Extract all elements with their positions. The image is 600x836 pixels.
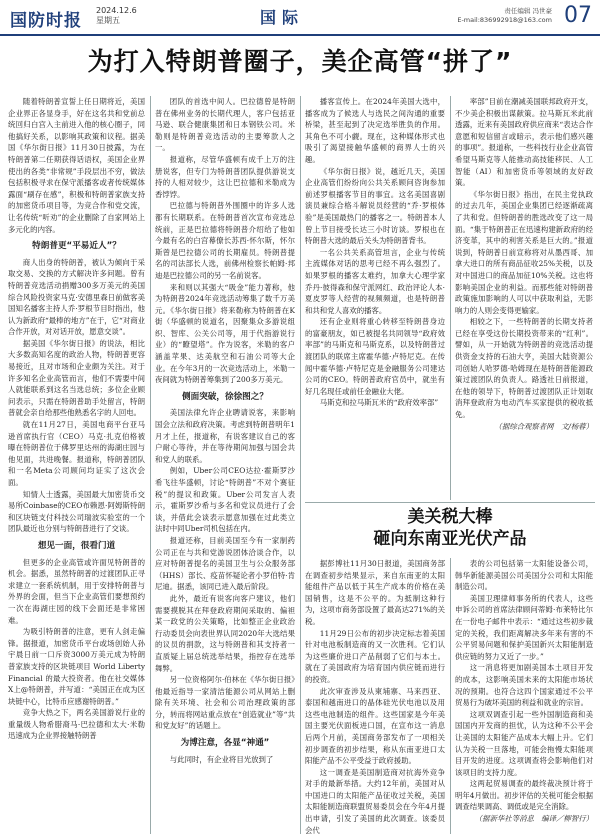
paragraph: 报道称，尽管华盛顿有成千上万的注册说客，但专门为特朗普团队提供游说支持的人相对较少，这让巴拉德和米勒成为香饽饽。 xyxy=(155,154,295,199)
paragraph: 但更多的企业高管或许面见特朗普的机会。据悉，虽然特朗普的过渡团队正寻求建立一套系统机制，用于安排特朗普与外界的会面，但当下企业高管们要想预约一次在海湖庄园的线下会面还是非常困难。 xyxy=(8,557,145,625)
paragraph: 巴拉德与特朗普外围圈中的许多人选都有长期联系。在特朗普首次宣布竞选总统前，正是巴拉德将特朗普介绍给了他如今最有名的白宫幕僚长苏西·怀尔斯，怀尔斯曾是巴拉德公司的长期雇员。特朗普提名的司法部长人选，前佛州检察长帕姆·邦迪是巴拉德公司的另一名前说客。 xyxy=(155,201,295,280)
issue-date: 2024.12.6 xyxy=(96,6,137,15)
editor-line: 责任编辑 冯世豪 xyxy=(504,7,552,15)
paragraph: 此外，最近有说客向客户建议，他们需要摸脱其在拜登政府期间采取的、偏袒某一政党的公关策略，比如整正企业政治行动委员会向表世界认同2020年大选结果的议员的捐款，这与特朗普和其支持者一直质疑上届总统选举结果，指控存在选举舞弊。 xyxy=(155,593,295,673)
paragraph: 据彭博社11月30日报道，美国商务部在调查初步结果显示，来自东南亚的太阳能组件产品以低于其生产成本的价格在美国销售，这是不公平的。为抵制这种行为，这项市商务部设置了最高达271%的关税。 xyxy=(305,559,445,626)
paragraph: 《华尔街日报》指出，在民主党执政的过去几年，美国企业集团已经逐渐疏离了共和党。但特朗普的胜选改变了这一局面。“集于特朗普正在迅速构建新政府的经济变革，其中的利害关系是巨大的。”报道说到，特朗普日前宣称将对从墨西哥、加拿大进口的所有商品征收25%关税，以及对中国进口的商品加征10%关税。这也将影响美国企业的利益。而那些能对特朗普政策施加影响的人可以中获取利益，无影响力的人则会变得更输家。 xyxy=(455,189,593,315)
paragraph: 美国卫理律师事务所的代表人，这些申诉公司的首席法律顾问蒂姆·布莱特比尔在一份电子邮件中表示：“通过这些初步裁定的关税，我们距离解决多年来有害的不公平贸易问题和保护美国新兴太阳能制造供应链的努力又近了一步。” xyxy=(455,593,593,661)
paragraph: 据美国《华尔街日报》的说法，相比大多数高知名度的政治人物，特朗普更容易接近，且对市场和企业颇为关注。对于许多知名企业高管而言，他们不需要中间人就能联系到这名当选总统；多位企业顾问表示，只需在特朗普助手处留言，特朗普就会亲自给那些他熟悉名字的人回电。 xyxy=(8,338,145,418)
paragraph: 另一位资格阿尔·伯林在《华尔街日报》他最近指导一家清洁能源公司从网站上删除有关环境、社会和公司治理政策的部分，转而将网站重点放在“创造就业”等“共和党友好”的话题上。 xyxy=(155,675,295,731)
subheading: 想见一面，很看门道 xyxy=(37,540,116,551)
column-divider xyxy=(300,96,301,834)
paragraph: 11月29日公布的初步决定标志着美国针对电池板制造商的又一次胜利。它们认为这些廉价进口产品削弱了它们与本土。就在了美国政府为培育国内供应链而进行的投资。 xyxy=(305,628,445,684)
paragraph: 这两起贸易调查的最终裁决预计将于明年4月做出。初步评估的关税可能会根据调查结果调高、调低或是完全消除。 xyxy=(455,779,593,812)
paragraph: 一名公共关系高管坦言，企业与传统主流媒体对话的思考已经不再么强烈了。如果罗根的播客太难约，加拿大心理学家乔丹·彼得森和保守派网红、政治评论人本·夏皮罗等人经营的视频频道，也是特朗普和共和党人喜欢的播客。 xyxy=(305,247,445,315)
paragraph: 来和则以其强大“吸金”能力著称，他为特朗普2024年竞选活动筹集了数千万美元。《华尔街日报》将来勒称为特朗普在K街（华盛顿的说道名，因聚集众多游说组织、智库、公关公司等，用于代指游说行业）的“瞭望塔”。作为说客，米勒的客户涵盖苹果、达美航空和石油公司等大企业。在今年3月的一次竞选活动上，米勒一夜间就为特朗普筹集到了200多万美元。 xyxy=(155,282,295,385)
byline: （据新华社等消息 编译／柳智行） xyxy=(474,814,593,824)
paragraph: 马斯克和拉马斯瓦米的“政府效率部” xyxy=(319,398,439,408)
paragraph: 表的公司包括第一太阳能设备公司，韩华新能源美国公司美国分公司和太阳能制造公司。 xyxy=(455,559,593,592)
article-column-1 xyxy=(8,96,145,834)
paragraph: 这一消息将更加剧美国本土项目开发的成本，这影响美国未来的太阳能市场状况的预期。也符合这四个国家通过不公平贸易行为破坏美国的利益和就业的宗旨。 xyxy=(455,663,593,708)
paragraph: 例如，Uber公司CEO达拉·霍斯罗沙希飞往华盛顿，讨论“特朗普”不对个赛征税”的提议和政策。Uber公司发言人表示，霍斯罗沙希与多名和党议员进行了会谈，并借此会谈表示愿意加强在过此类立法时中同Uber司机包括在内。 xyxy=(155,466,295,534)
paragraph: 为吸引特朗普的注意，更有人剑走偏锋。据报道，加密货币平台或场创始人孙宇晨日前一口斥资3000万美元成为特朗普家族支持的区块链项目 World Liberty Financial 的最大投资者。他在社交媒体X上@特朗普，并写道：“美国正在成为区块链中心，比特币应感谢特朗普。” xyxy=(8,627,145,706)
second-headline xyxy=(305,506,595,550)
subheading: 特朗普更“平易近人”？ xyxy=(32,241,121,252)
paragraph: 团队的首选中间人。巴拉德曾是特朗普在佛州业务的长期代理人，客户包括亚马逊、联合健康集团和日本钢铁公司。米勒则是特朗普竞选活动的主要筹款人之一。 xyxy=(155,97,295,153)
paragraph: 知情人士透露，美国最大加密货币交易所Coinbase的CEO布赖恩·阿姆斯特朗和区块链支付科技公司瑞波实验室的一个团队最近也分别与特朗普进行了交谈。 xyxy=(8,489,145,534)
article-column-4 xyxy=(455,96,593,500)
paragraph: 此次审查涉及从柬埔寨、马来西亚、泰国和越南进口的晶体硅光伏电池以及用这些电池制造的组件。这些国家是今年美国主要光伏面板进口国，在宣布这一消息后两个月前，美国商务部发布了一项相关初步调查的初步结果，称从东南亚进口太阳能产品不公平受益于政府援助。 xyxy=(305,686,445,766)
second-article-column-1 xyxy=(305,558,445,834)
paragraph: 竞争大热之下，两名美国游说行业的重量级人物希腊裔马·巴拉德和太大·米勒迅速成为企业界接触特朗普 xyxy=(8,708,145,741)
main-headline: 为打入特朗普圈子，美企高管“拼了” xyxy=(87,47,513,76)
subheading: 为博注意，各显“神通” xyxy=(180,738,270,749)
article-column-3 xyxy=(305,96,445,500)
paragraph: 与此同时，有企业将目光放到了 xyxy=(169,754,274,764)
paragraph: 率部”目前在潮减美国联邦政府开支，不少美企积极出谋献策。拉马斯瓦米此前透露，近来有美国政府供应商来“表达合作意愿和短信留言或暗示，表示他们感兴趣的事项”。报道称，一些科技行业企业高管希望马斯克等人能推动高技能移民、人工智能（AI）和加密货币等领域的友好政策。 xyxy=(455,97,593,188)
byline: （据综合观察者网 文/杨蓉） xyxy=(494,421,593,431)
paragraph: 随着特朗普宣誓上任日期将近，美国企业界正各显身手，好在这名共和党前总统回归白宫入主前进入他的核心圈子，同他搞好关系，以影响其政策和议程。据美国《华尔街日报》11月30日披露，为在特朗普第二任期获得话语权，美国企业界使出的各类“非常规”手段层出不穷，做法包括积极寻求在保守派播客或者传统媒体露面“刷存在感”，积极和特朗普家族支持的加密货币项目等，为竞合作和党交流，让名传统“听劝”的企业删除了自家网站上多元化的内容。 xyxy=(8,97,145,234)
paragraph: 还有企业则将重心转移至特朗普身边的富豪朋友，如已被提名共同领导“政府效率部”的马斯克和马斯克系，以及特朗普过渡团队的联席主席霍华德·卢特尼克。在传闻中霍华德·卢特尼克是金融服务公司建达公司的CEO。特朗普政府官员中，就坐有好几名现任或前任金融业大佬。 xyxy=(305,317,445,396)
second-headline-line: 砸向东南亚光伏产品 xyxy=(373,529,527,549)
paragraph: 播客宣传上。在2024年美国大选中，播客成为了候选人与选民之间沟通的重要桥梁，甚至起到了决定选举胜负的作用。其角色不可小觑。现在，这种媒体形式也吸引了渴望接触华盛顿的商界人士的兴趣。 xyxy=(305,97,445,164)
issue-weekday: 星期五 xyxy=(96,16,120,25)
subheading: 侧面突破，徐徐图之？ xyxy=(182,391,268,402)
column-divider xyxy=(150,96,151,834)
paragraph: 美国法律允许企业聘请说客，来影响国会立法和政府决策。考虑到特朗普明年1月才上任，报道称，有说客建议自己的客户耐心等待，并在等待期间加强与国会共和党人的联系。 xyxy=(155,408,295,464)
section-title: 国际 xyxy=(260,8,305,27)
paragraph: 就在11月27日，美国电商平台亚马逊首席执行官（CEO）马克·扎克伯格被曝在特朗普位于佛罗里达州的海湖庄园与他见面，共进晚餐。报道称，特朗普团队和一名Meta公司顾问均证实了这次会面。 xyxy=(8,420,145,487)
article-column-2 xyxy=(155,96,295,834)
article-separator xyxy=(305,502,595,503)
issue-date-block xyxy=(96,6,137,26)
paragraph: 相较之下，一些特朗普的长期支持者已经在享受这份长期投资带来的“红利”。譬如，从一开始就为特朗普的竞选活动提供资金支持的石油大亨，美国大陆资源公司创始人哈罗德·哈姆现在是特朗普能源政策过渡团队的负责人。路透社日前报道，在他的领导下，特朗普过渡团队正计划取消拜登政府为电动汽车买家提供的税收抵免。 xyxy=(455,317,593,420)
newspaper-logo: 国防时报 xyxy=(10,11,82,31)
paragraph: 这项双调查引起一些外国制造商和美国国内开发商的担忧，认为这种不公平会让美国的太阳能产品成本大幅上升。它们认为关税一旦落地，可能会拖慢太阳能项目开发的进度。这项调查将会影响他们对该项目的支持力度。 xyxy=(455,709,593,777)
paragraph: 商人出身的特朗普，被认为倾向于采取交易、交换的方式解决许多问题。曾有特朗普竞选活动捐赠300多万美元的美国综合风险投资家马克·安德里森日前做客美国知名播客主持人乔·罗根节目时指出，他认为新政府“最棒的地方”在于，它“对商业合作开放，对对话开放，愿意交谈”。 xyxy=(8,257,145,337)
page-number: 07 xyxy=(564,3,592,28)
second-article-column-2 xyxy=(455,558,593,834)
second-headline-line: 美关税大棒 xyxy=(407,507,493,527)
masthead xyxy=(0,0,600,36)
editor-info xyxy=(457,7,552,25)
paragraph: 这一调查是美国制造商对抗海外竞争对手的最新举措。大约12年前，美国对从中国进口的太阳能产品征收过关税，美国太阳能制造商联盟贸易委员会在今年4月提出申请，引发了美国的此次调查。该委员会代 xyxy=(305,767,445,834)
column-divider xyxy=(450,96,451,500)
paragraph: 《华尔街日报》说，越近几天，美国企业高管们纷纷向公共关系顾问咨询参加前述罗根播客节目的事宜。这名美国喜剧演员兼综合格斗解说员经营的“乔·罗根体验”是美国最热门的播客之一。特朗普本人曾上节目接受长达三小时访谈。罗根也在特朗普大选的最后关头为特朗普背书。 xyxy=(305,166,445,246)
column-divider xyxy=(450,558,451,834)
editor-email: E-mail:836992918@163.com xyxy=(457,16,552,24)
paragraph: 报道还称，目前美国至今有一家制药公司正在与共和党游说团体洽谈合作，以应对特朗普提名的美国卫生与公众服务部（HHS）部长、疫苗怀疑论者小罗伯特·肯尼迪。据悉，该同已进入最后阶段。 xyxy=(155,535,295,592)
